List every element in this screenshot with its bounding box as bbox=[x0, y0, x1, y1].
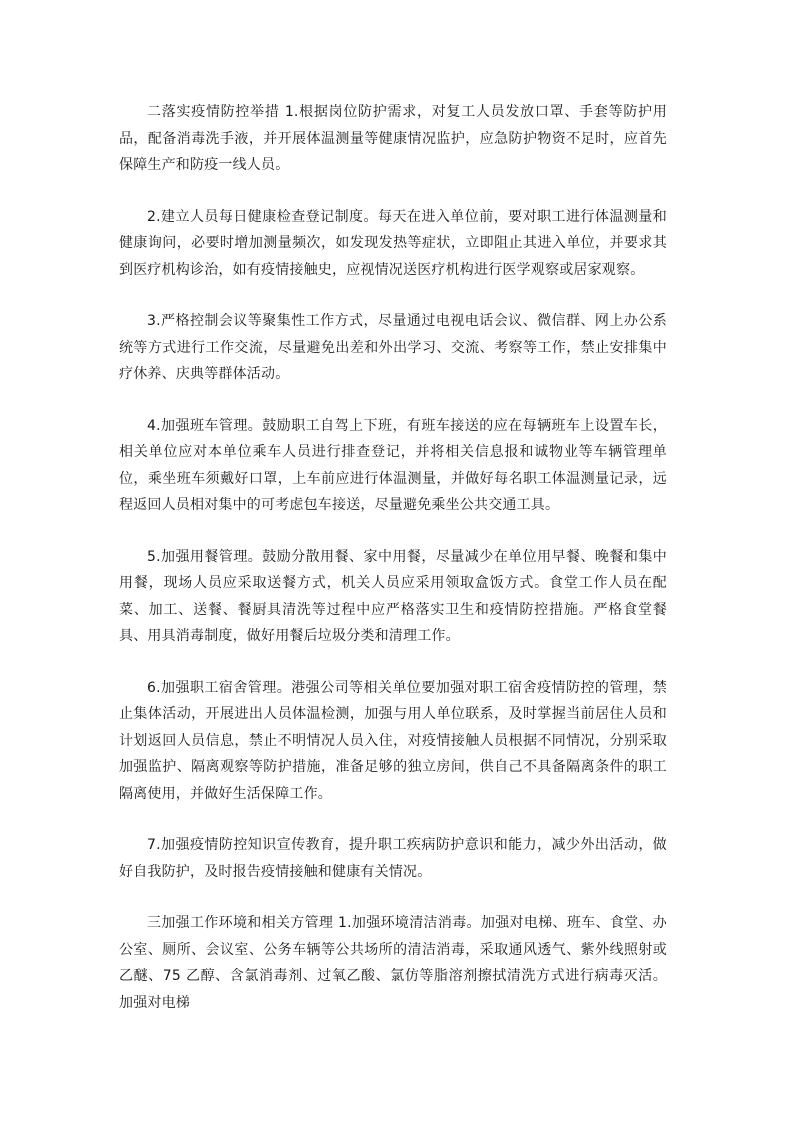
paragraph-5: 5.加强用餐管理。鼓励分散用餐、家中用餐，尽量减少在单位用早餐、晚餐和集中用餐，现场人员应采取送餐方式，机关人员应采用领取盒饭方式。食堂工作人员在配菜、加工、送餐、餐厨具清洗等过程中应严格落实卫生和疫情防控措施。严格食堂餐具、用具消毒制度，做好用餐后垃圾分类和清理工作。 bbox=[119, 548, 667, 644]
paragraph-7: 7.加强疫情防控知识宣传教育，提升职工疾病防护意识和能力，减少外出活动，做好自我防护，及时报告疫情接触和健康有关情况。 bbox=[119, 837, 667, 880]
paragraph-3: 3.严格控制会议等聚集性工作方式，尽量通过电视电话会议、微信群、网上办公系统等方式进行工作交流，尽量避免出差和外出学习、交流、考察等工作，禁止安排集中疗休养、庆典等群体活动。 bbox=[119, 313, 667, 382]
paragraph-1: 二落实疫情防控举措 1.根据岗位防护需求，对复工人员发放口罩、手套等防护用品，配备消毒洗手液，并开展体温测量等健康情况监护，应急防护物资不足时，应首先保障生产和防疫一线人员。 bbox=[119, 104, 667, 173]
paragraph-2: 2.建立人员每日健康检查登记制度。每天在进入单位前，要对职工进行体温测量和健康询问，必要时增加测量频次，如发现发热等症状，立即阻止其进入单位，并要求其到医疗机构诊治，如有疫情接触史，应视情况送医疗机构进行医学观察或居家观察。 bbox=[119, 208, 667, 278]
document-body bbox=[119, 99, 667, 1041]
paragraph-8: 三加强工作环境和相关方管理 1.加强环境清洁消毒。加强对电梯、班车、食堂、办公室、厕所、会议室、公务车辆等公共场所的清洁消毒，采取通风透气、紫外线照射或乙醚、75 乙醇、含氯消毒剂、过氧乙酸、氯仿等脂溶剂擦拭清洗方式进行病毒灭活。加强对电梯 bbox=[119, 915, 667, 1011]
paragraph-6: 6.加强职工宿舍管理。港强公司等相关单位要加强对职工宿舍疫情防控的管理，禁止集体活动，开展进出人员体温检测，加强与用人单位联系，及时掌握当前居住人员和计划返回人员信息，禁止不明情况人员入住，对疫情接触人员根据不同情况，分别采取加强监护、隔离观察等防护措施，准备足够的独立房间，供自己不具备隔离条件的职工隔离使用，并做好生活保障工作。 bbox=[119, 679, 667, 802]
paragraph-4: 4.加强班车管理。鼓励职工自驾上下班，有班车接送的应在每辆班车上设置车长，相关单位应对本单位乘车人员进行排查登记，并将相关信息报和诚物业等车辆管理单位，乘坐班车须戴好口罩，上车前应进行体温测量，并做好每名职工体温测量记录，远程返回人员相对集中的可考虑包车接送，尽量避免乘坐公共交通工具。 bbox=[119, 417, 667, 513]
